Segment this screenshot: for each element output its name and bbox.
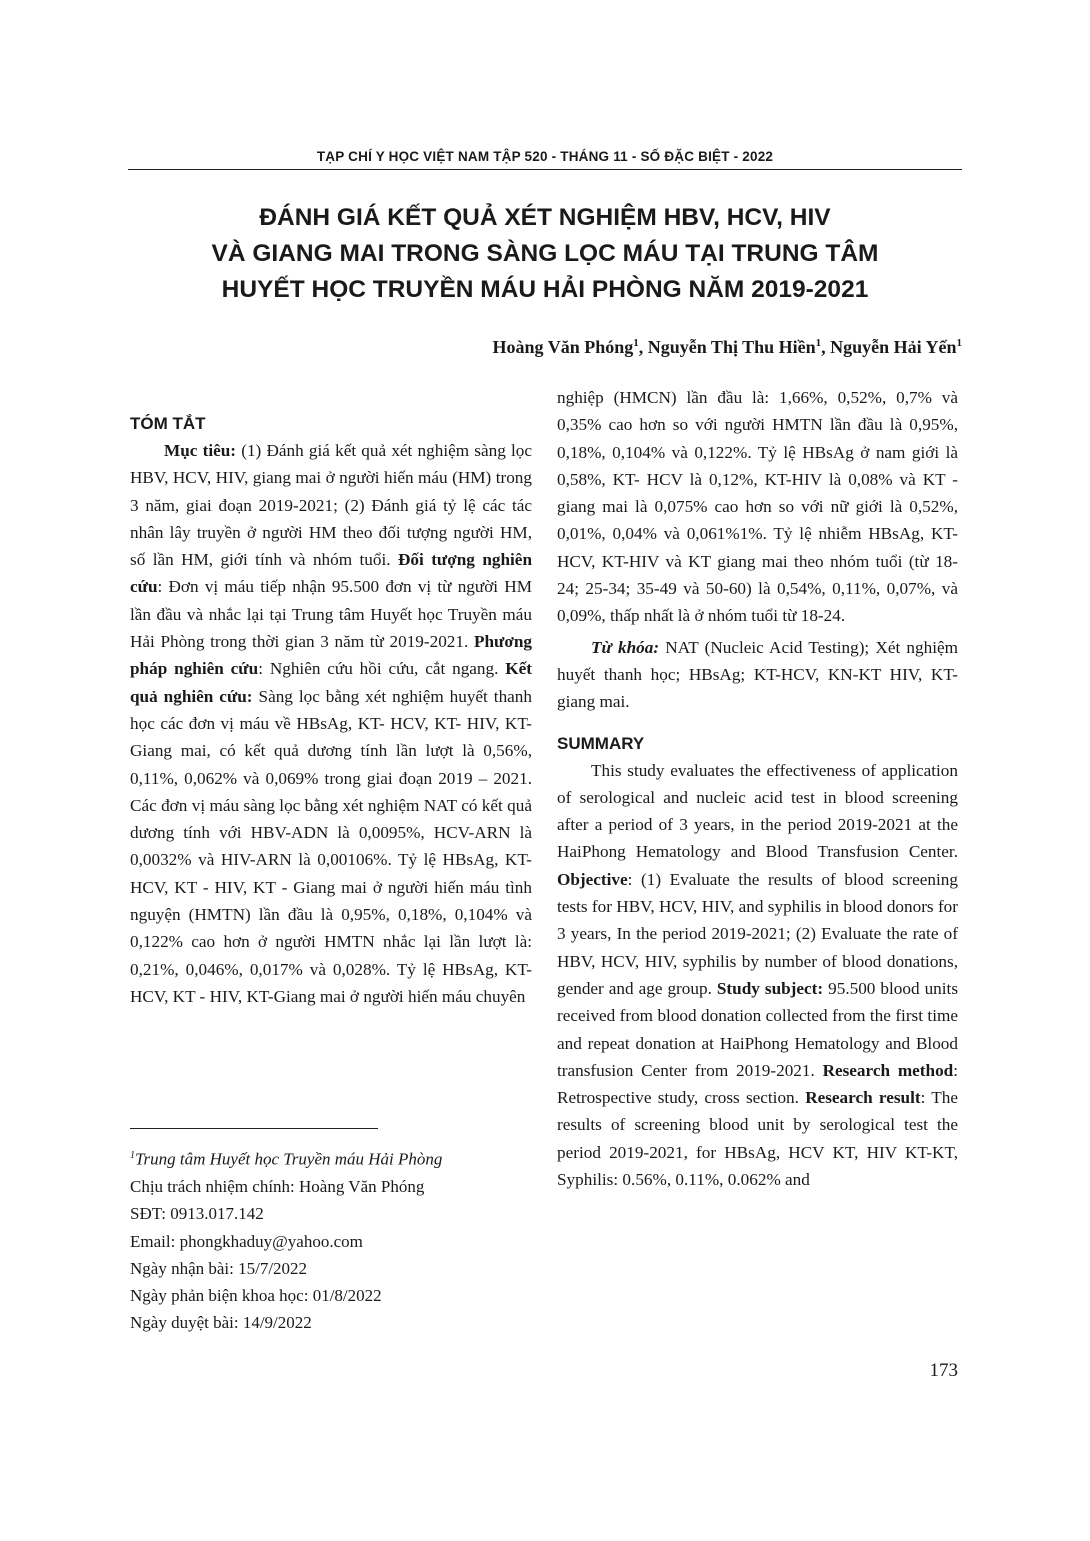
summary-subject-text: 95.500 blood units received from blood donation collected from the first time and repeat donation at HaiPhong Hematology and Blood transfusion Center from 2019-2021. xyxy=(557,978,959,1080)
result-label: Kết quả nghiên cứu: xyxy=(130,659,533,706)
header-rule xyxy=(128,169,962,170)
subject-label: Đối tượng nghiên cứu xyxy=(130,550,532,597)
affiliation-mark: 1 xyxy=(130,1150,135,1161)
date-reviewed: Ngày phản biện khoa học: 01/8/2022 xyxy=(130,1286,382,1306)
method-text: : Nghiên cứu hồi cứu, cắt ngang. xyxy=(258,659,506,679)
page-number: 173 xyxy=(929,1360,958,1381)
method-label: Phương pháp nghiên cứu xyxy=(130,632,532,679)
author-name: Nguyễn Thị Thu Hiền xyxy=(647,337,816,357)
email-address: Email: phongkhaduy@yahoo.com xyxy=(130,1231,363,1251)
result-text: Sàng lọc bằng xét nghiệm huyết thanh học các đơn vị máu về HBsAg, KT- HCV, KT- HIV, KT-Giang mai, có kết quả dương tính lần lượt là 0,56%, 0,11%, 0,062% và 0,069% trong giai đoạn 2019 – 2021. Các đơn vị máu sàng lọc bằng xét nghiệm NAT có kết quả dương tính với HBV-ADN là 0,0095%, HCV-ARN là 0,0032% và HIV-ARN là 0,00106%. Tỷ lệ HBsAg, KT-HCV, KT - HIV, KT - Giang mai ở người hiến máu tình nguyện (HMTN) lần đầu là 0,95%, 0,18%, 0,104% và 0,122% cao hơn ở người HMTN nhắc lại lần lượt là: 0,21%, 0,046%, 0,017% và 0,028%. Tỷ lệ HBsAg, KT- HCV, KT - HIV, KT-Giang mai ở người hiến máu chuyên xyxy=(130,686,532,1006)
footnotes xyxy=(130,1142,532,1337)
journal-header: TẠP CHÍ Y HỌC VIỆT NAM TẬP 520 - THÁNG 11 - SỐ ĐẶC BIỆT - 2022 xyxy=(316,149,774,164)
phone-number: SĐT: 0913.017.142 xyxy=(130,1204,264,1224)
objective-label: Mục tiêu: xyxy=(164,441,237,460)
tom-tat-heading: TÓM TẮT xyxy=(130,414,206,433)
author-list xyxy=(493,337,962,358)
title-line: HUYẾT HỌC TRUYỀN MÁU HẢI PHÒNG NĂM 2019-2021 xyxy=(221,276,869,303)
summary-objective-label: Objective xyxy=(557,869,628,889)
author-affiliation-mark: 1 xyxy=(956,337,962,349)
keywords-paragraph xyxy=(557,634,958,716)
summary-result-label: Research result xyxy=(805,1088,921,1108)
summary-intro: This study evaluates the effectiveness of application of serological and nucleic acid test in blood screening after a period of 3 years, in the period 2019-2021 at the HaiPhong Hematology and Blood Transfusion Center. xyxy=(557,760,958,862)
abstract-vi-paragraph xyxy=(130,437,532,1010)
summary-method-text: : Retrospective study, cross section. xyxy=(557,1060,958,1108)
subject-text: : Đơn vị máu tiếp nhận 95.500 đơn vị từ người HM lần đầu và nhắc lại tại Trung tâm Huyết học Truyền máu Hải Phòng trong thời gian 3 năm từ 2019-2021. xyxy=(130,577,532,652)
date-accepted: Ngày duyệt bài: 14/9/2022 xyxy=(130,1313,312,1333)
affiliation-note xyxy=(130,1142,532,1173)
summary-heading: SUMMARY xyxy=(557,733,645,753)
summary-paragraph xyxy=(557,757,958,1194)
keywords-text: NAT (Nucleic Acid Testing); Xét nghiệm huyết thanh học; HBsAg; KT-HCV, KN-KT HIV, KT-giang mai. xyxy=(557,637,958,712)
date-received: Ngày nhận bài: 15/7/2022 xyxy=(130,1258,308,1278)
author-affiliation-mark: 1 xyxy=(633,337,639,349)
abstract-vi-continuation: nghiệp (HMCN) lần đầu là: 1,66%, 0,52%, 0,7% và 0,35% cao hơn so với người HMTN lần đầu là 0,95%, 0,18%, 0,104% và 0,122%. Tỷ lệ HBsAg ở nam giới là 0,58%, KT- HCV là 0,12%, KT-HIV là 0,08% và KT - giang mai là 0,075% cao hơn so với nữ giới là 0,52%, 0,01%, 0,04% và 0,061%1%. Tỷ lệ nhiễm HBsAg, KT- HCV, KT-HIV và KT giang mai theo nhóm tuổi (từ 18-24; 25-34; 35-49 và 50-60) là 0,54%, 0,11%, 0,07%, và 0,09%, thấp nhất là ở nhóm tuổi từ 18-24. xyxy=(557,388,958,626)
keywords-label: Từ khóa: xyxy=(591,637,660,657)
affiliation-text: Trung tâm Huyết học Truyền máu Hải Phòng xyxy=(135,1149,443,1169)
footnote-rule xyxy=(130,1128,378,1129)
summary-objective-text: : (1) Evaluate the results of blood screening tests for HBV, HCV, HIV, and syphilis in blood donors for 3 years, In the period 2019-2021; (2) Evaluate the rate of HBV, HCV, HIV, syphilis by number of blood donations, gender and age group. xyxy=(557,869,958,998)
responsible-author: Chịu trách nhiệm chính: Hoàng Văn Phóng xyxy=(130,1176,425,1196)
summary-subject-label: Study subject: xyxy=(716,978,824,998)
author-name: Nguyễn Hải Yến xyxy=(830,337,957,357)
left-column xyxy=(130,410,532,1010)
summary-result-text: : The results of screening blood unit by serological test the period 2019-2021, for HBsAg, HCV KT, HIV KT-KT, Syphilis: 0.56%, 0.11%, 0.062% and xyxy=(557,1088,959,1190)
author-separator: , xyxy=(821,337,831,357)
objective-text: (1) Đánh giá kết quả xét nghiệm sàng lọc HBV, HCV, HIV, giang mai ở người hiến máu (HM) trong 3 năm, giai đoạn 2019-2021; (2) Đánh giá tỷ lệ các tác nhân lây truyền ở người HM theo đối tượng người HM, số lần HM, giới tính và nhóm tuổi. xyxy=(130,441,532,570)
summary-method-label: Research method xyxy=(822,1060,954,1080)
title-line: ĐÁNH GIÁ KẾT QUẢ XÉT NGHIỆM HBV, HCV, HIV xyxy=(259,204,831,231)
author-separator: , xyxy=(638,337,648,357)
title-line: VÀ GIANG MAI TRONG SÀNG LỌC MÁU TẠI TRUNG TÂM xyxy=(211,240,879,267)
article-title xyxy=(128,200,962,308)
author-affiliation-mark: 1 xyxy=(815,337,822,349)
author-name: Hoàng Văn Phóng xyxy=(492,337,634,357)
right-column xyxy=(557,384,958,1193)
